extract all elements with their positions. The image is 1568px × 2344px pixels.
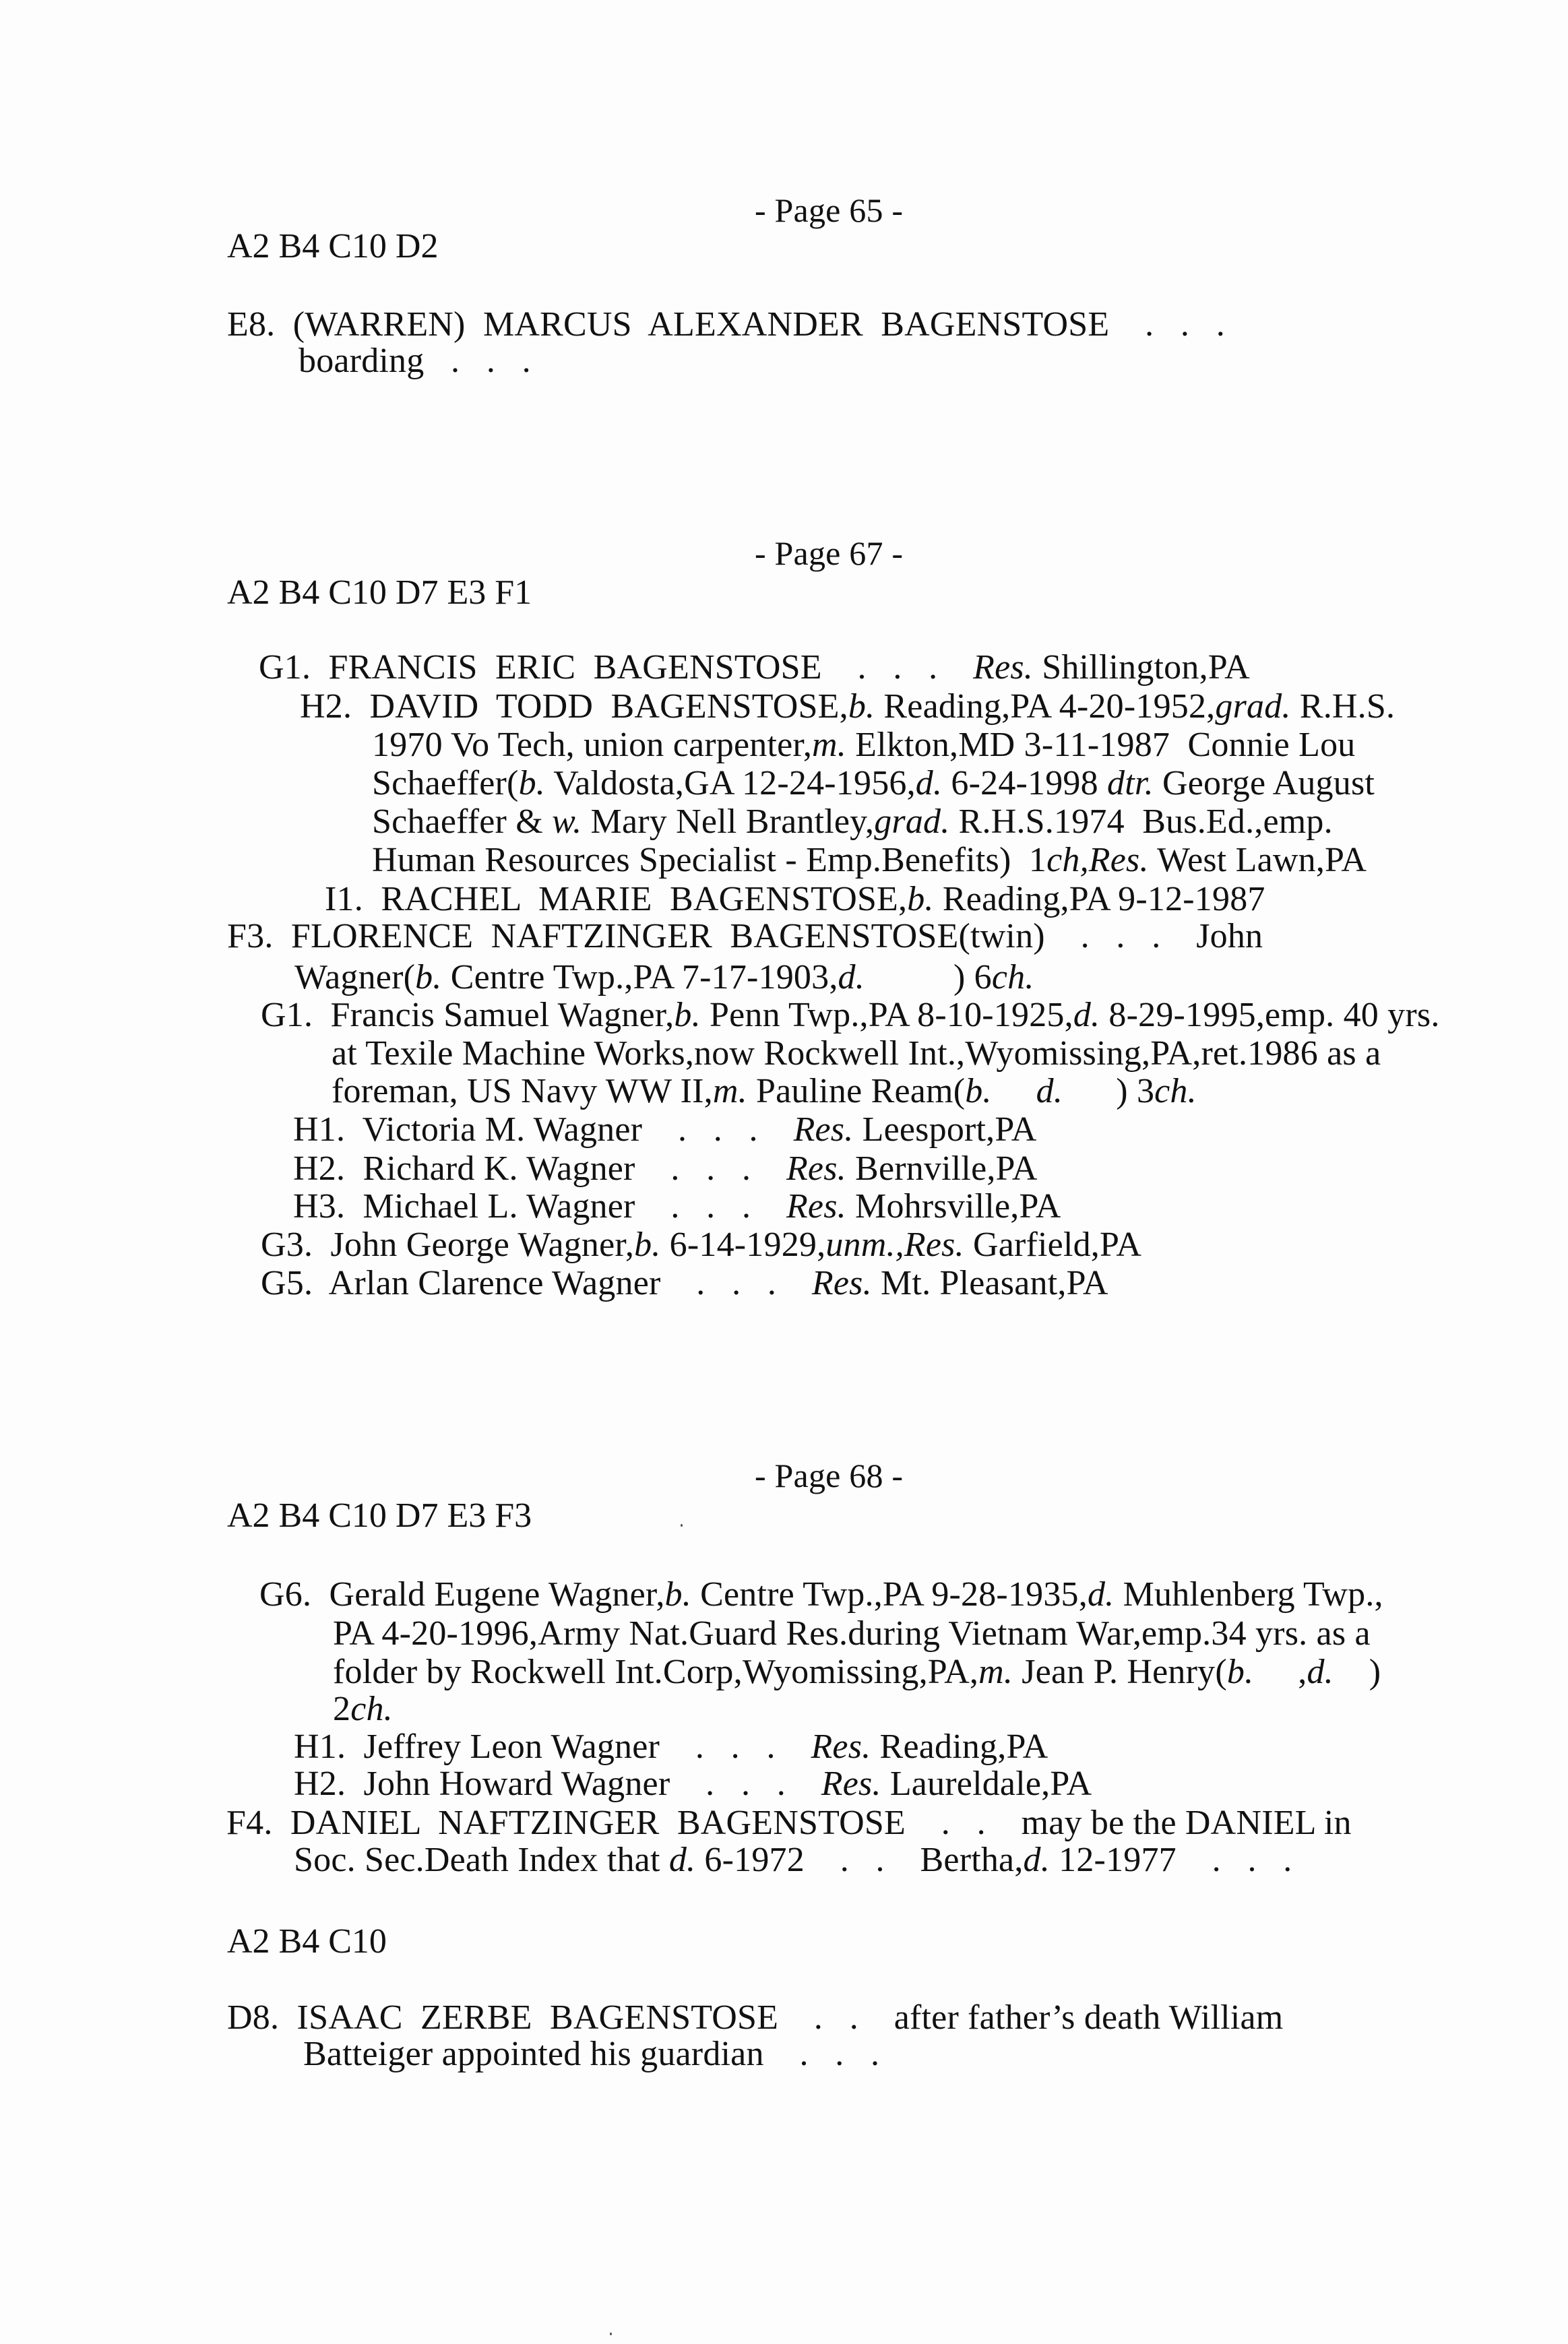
entry-text: George August <box>1153 764 1375 802</box>
italic-abbrev-text: m. <box>978 1653 1013 1691</box>
entry-text: West Lawn,PA <box>1148 841 1367 879</box>
entry-text: Garfield,PA <box>964 1226 1142 1264</box>
entry-text: Batteiger appointed his guardian . . . <box>303 2035 880 2073</box>
entry-continuation <box>294 1840 1292 1880</box>
entry-text: Mohrsville,PA <box>846 1187 1061 1226</box>
speck-mark <box>681 1524 683 1527</box>
italic-abbrev-text: d. <box>838 958 865 996</box>
entry-text: G6. Gerald Eugene Wagner, <box>259 1575 665 1614</box>
italic-abbrev-text: b. <box>965 1072 992 1110</box>
italic-abbrev-text: b. <box>1226 1653 1254 1691</box>
entry-e8-line <box>227 305 1225 345</box>
italic-abbrev-text: Res. <box>786 1187 846 1226</box>
italic-abbrev-text: b. <box>415 958 442 996</box>
italic-abbrev-text: b. <box>634 1226 661 1264</box>
entry-text: R.H.S.1974 Bus.Ed.,emp. <box>949 802 1333 841</box>
entry-continuation <box>333 1652 1381 1692</box>
italic-abbrev-text: Res. <box>821 1765 881 1803</box>
entry-text: Laureldale,PA <box>881 1765 1092 1803</box>
italic-abbrev-text: d. <box>915 764 943 802</box>
entry-h1-jeffrey <box>294 1727 1048 1767</box>
italic-abbrev-text: dtr. <box>1107 764 1154 802</box>
italic-abbrev-text: d. <box>1307 1653 1334 1691</box>
lineage-code: A2 B4 C10 D7 E3 F1 <box>227 573 532 612</box>
entry-text: boarding . . . <box>299 342 531 380</box>
italic-abbrev-text: m. <box>712 1072 747 1110</box>
entry-text: Human Resources Specialist - Emp.Benefits) 1 <box>372 841 1047 879</box>
entry-continuation <box>372 802 1333 842</box>
entry-text: 8-29-1995,emp. 40 yrs. <box>1100 996 1440 1034</box>
entry-text: 6-24-1998 <box>942 764 1108 802</box>
entry-text: 2 <box>333 1690 351 1728</box>
entry-text: foreman, US Navy WW II, <box>332 1072 713 1110</box>
entry-continuation <box>372 840 1367 881</box>
lineage-code: A2 B4 C10 D7 E3 F3 <box>227 1496 532 1535</box>
italic-abbrev-text: b. <box>664 1575 691 1614</box>
entry-text: ) 6 <box>864 958 992 996</box>
entry-h2-richard <box>293 1149 1038 1189</box>
entry-text: D8. ISAAC ZERBE BAGENSTOSE . . after father’s death William <box>227 1998 1284 2037</box>
entry-text: Elkton,MD 3-11-1987 Connie Lou <box>846 726 1356 764</box>
entry-continuation <box>372 763 1375 804</box>
entry-text: H1. Victoria M. Wagner . . . <box>293 1110 794 1149</box>
entry-g3-john-george <box>261 1225 1141 1265</box>
entry-text: Mary Nell Brantley, <box>582 802 875 841</box>
italic-abbrev-text: grad. <box>874 802 950 841</box>
page-header-68: - Page 68 - <box>755 1457 904 1494</box>
entry-text: PA 4-20-1996,Army Nat.Guard Res.during Vietnam War,emp.34 yrs. as a <box>333 1614 1371 1653</box>
italic-abbrev-text: b. <box>674 996 701 1034</box>
italic-abbrev-text: ch. <box>1154 1072 1197 1110</box>
entry-text: G1. Francis Samuel Wagner, <box>261 996 675 1034</box>
italic-abbrev-text: ch. <box>350 1690 393 1728</box>
entry-h3-michael <box>293 1186 1061 1227</box>
entry-continuation <box>303 2034 879 2074</box>
entry-g1-francis-eric <box>259 647 1250 688</box>
page-header-65: - Page 65 - <box>755 191 904 229</box>
entry-text: H3. Michael L. Wagner . . . <box>293 1187 786 1226</box>
entry-f4-daniel <box>226 1803 1352 1843</box>
entry-text: H2. John Howard Wagner . . . <box>294 1765 821 1803</box>
italic-abbrev-text: Res. <box>811 1264 872 1302</box>
italic-abbrev-text: w. <box>552 802 582 841</box>
italic-abbrev-text: Res. <box>793 1110 854 1149</box>
entry-text: 1970 Vo Tech, union carpenter, <box>372 726 813 764</box>
entry-text: G1. FRANCIS ERIC BAGENSTOSE . . . <box>259 648 974 687</box>
entry-continuation <box>294 957 1034 998</box>
entry-g6-gerald <box>259 1575 1383 1615</box>
entry-text: H2. Richard K. Wagner . . . <box>293 1149 786 1188</box>
entry-text: Reading,PA 9-12-1987 <box>933 880 1265 918</box>
entry-text: Shillington,PA <box>1033 648 1250 687</box>
entry-text: ) 3 <box>1063 1072 1155 1110</box>
speck-mark <box>610 2333 612 2335</box>
entry-text: Schaeffer & <box>372 802 553 841</box>
italic-abbrev-text: grad. <box>1215 687 1291 726</box>
entry-text: H1. Jeffrey Leon Wagner . . . <box>294 1728 811 1766</box>
entry-g1-francis-samuel <box>261 995 1440 1036</box>
italic-abbrev-text: Res. <box>811 1728 871 1766</box>
entry-text: , <box>1253 1653 1307 1691</box>
entry-g5-arlan <box>261 1263 1108 1304</box>
entry-text: Jean P. Henry( <box>1013 1653 1227 1691</box>
entry-text: Valdosta,GA 12-24-1956, <box>544 764 916 802</box>
italic-abbrev-text: d. <box>668 1841 696 1879</box>
entry-text: Schaeffer( <box>372 764 519 802</box>
entry-text: Soc. Sec.Death Index that <box>294 1841 669 1879</box>
entry-text: I1. RACHEL MARIE BAGENSTOSE, <box>325 880 908 918</box>
entry-e8-continuation <box>299 341 531 381</box>
entry-text: ) <box>1333 1653 1381 1691</box>
entry-text: G3. John George Wagner, <box>261 1226 635 1264</box>
italic-abbrev-text: d. <box>1023 1841 1050 1879</box>
entry-text: 12-1977 . . . <box>1049 1841 1292 1879</box>
entry-text: 6-1972 . . Bertha, <box>695 1841 1024 1879</box>
entry-text: Centre Twp.,PA 7-17-1903, <box>441 958 838 996</box>
entry-f3-florence <box>227 916 1263 957</box>
entry-i1-rachel-marie <box>325 879 1265 920</box>
entry-text: 6-14-1929, <box>660 1226 826 1264</box>
italic-abbrev-text: m. <box>812 726 846 764</box>
italic-abbrev-text: d. <box>1073 996 1100 1034</box>
italic-abbrev-text: unm.,Res. <box>825 1226 964 1264</box>
entry-h1-victoria <box>293 1110 1036 1150</box>
entry-continuation <box>333 1614 1371 1654</box>
italic-abbrev-text: d. <box>1036 1072 1063 1110</box>
italic-abbrev-text: ch,Res. <box>1046 841 1149 879</box>
entry-continuation <box>332 1071 1197 1112</box>
entry-text: Reading,PA 4-20-1952, <box>875 687 1216 726</box>
entry-continuation <box>333 1689 393 1730</box>
entry-h2-john-howard <box>294 1764 1092 1804</box>
entry-text: at Texile Machine Works,now Rockwell Int.,Wyomissing,PA,ret.1986 as a <box>332 1034 1381 1073</box>
entry-text: R.H.S. <box>1290 687 1395 726</box>
entry-text: Wagner( <box>294 958 416 996</box>
page-header-67: - Page 67 - <box>755 534 904 572</box>
italic-abbrev-text: b. <box>907 880 934 918</box>
entry-text: F4. DANIEL NAFTZINGER BAGENSTOSE . . may be the DANIEL in <box>226 1804 1352 1842</box>
italic-abbrev-text: Res. <box>973 648 1034 687</box>
entry-d8-isaac <box>227 1998 1283 2038</box>
italic-abbrev-text: b. <box>848 687 875 726</box>
entry-text: G5. Arlan Clarence Wagner . . . <box>261 1264 812 1302</box>
entry-text: Muhlenberg Twp., <box>1114 1575 1383 1614</box>
italic-abbrev-text: b. <box>518 764 545 802</box>
entry-text: H2. DAVID TODD BAGENSTOSE, <box>300 687 848 726</box>
italic-abbrev-text: Res. <box>786 1149 846 1188</box>
entry-text: Leesport,PA <box>853 1110 1037 1149</box>
lineage-code: A2 B4 C10 D2 <box>227 227 439 265</box>
entry-text <box>992 1072 1036 1110</box>
entry-text: Mt. Pleasant,PA <box>871 1264 1108 1302</box>
entry-continuation <box>332 1034 1381 1074</box>
entry-text: Centre Twp.,PA 9-28-1935, <box>691 1575 1088 1614</box>
entry-h2-david-todd <box>300 687 1395 727</box>
entry-text: Reading,PA <box>871 1728 1048 1766</box>
italic-abbrev-text: d. <box>1087 1575 1115 1614</box>
entry-text: Bernville,PA <box>846 1149 1038 1188</box>
entry-text: Pauline Ream( <box>747 1072 966 1110</box>
italic-abbrev-text: ch. <box>991 958 1034 996</box>
entry-text: folder by Rockwell Int.Corp,Wyomissing,PA, <box>333 1653 979 1691</box>
entry-text: Penn Twp.,PA 8-10-1925, <box>700 996 1073 1034</box>
entry-text: F3. FLORENCE NAFTZINGER BAGENSTOSE(twin) . . . John <box>227 917 1263 955</box>
entry-text: E8. (WARREN) MARCUS ALEXANDER BAGENSTOSE . . . <box>227 305 1225 344</box>
lineage-code: A2 B4 C10 <box>227 1922 387 1961</box>
entry-continuation <box>372 725 1356 765</box>
